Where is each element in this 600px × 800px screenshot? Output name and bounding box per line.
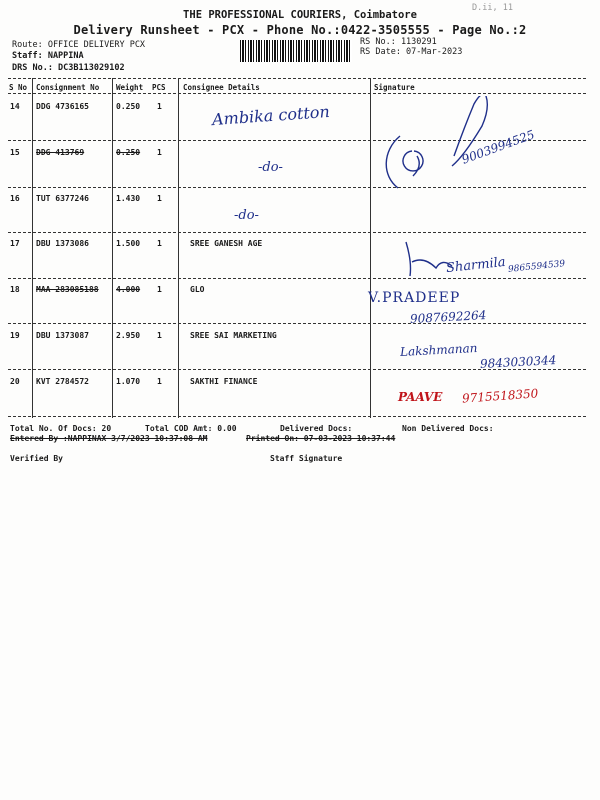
row-rule xyxy=(8,323,586,324)
handwritten-ditto: -do- xyxy=(258,160,283,175)
handwritten-phone: 9003994525 xyxy=(459,127,537,167)
row-weight: 0.250 xyxy=(116,102,141,111)
row-sno: 17 xyxy=(10,239,20,248)
row-rule xyxy=(8,278,586,279)
row-pcs: 1 xyxy=(157,239,162,248)
col-header-signature: Signature xyxy=(374,83,415,92)
row-weight: 1.070 xyxy=(116,377,141,386)
row-consignee: SREE GANESH AGE xyxy=(190,239,263,248)
staff-signature: Staff Signature xyxy=(270,454,343,463)
row-consignee: SREE SAI MARKETING xyxy=(190,331,277,340)
row-weight: 1.430 xyxy=(116,194,141,203)
handwritten-signature-name: PAAVE xyxy=(398,390,443,404)
row-pcs: 1 xyxy=(157,331,162,340)
handwritten-consignee: Ambika cotton xyxy=(211,101,331,130)
verified-by: Verified By xyxy=(10,454,63,463)
row-pcs: 1 xyxy=(157,285,162,294)
handwritten-phone: 9865594539 xyxy=(507,259,566,275)
rs-date: RS Date: 07-Mar-2023 xyxy=(360,47,463,57)
row-weight: 2.950 xyxy=(116,331,141,340)
drs-number: DRS No.: DC3B113029102 xyxy=(12,63,125,73)
row-sno: 14 xyxy=(10,102,20,111)
row-pcs: 1 xyxy=(157,102,162,111)
col-header-consignment: Consignment No xyxy=(36,83,100,92)
route-label: Route: OFFICE DELIVERY PCX xyxy=(12,40,146,50)
row-weight: 1.500 xyxy=(116,239,141,248)
row-sno: 18 xyxy=(10,285,20,294)
row-weight: 4.000 xyxy=(116,285,141,294)
signature-scribble xyxy=(398,232,458,282)
row-sno: 16 xyxy=(10,194,20,203)
row-sno: 19 xyxy=(10,331,20,340)
barcode-image xyxy=(240,40,352,62)
runsheet-subtitle: Delivery Runsheet - PCX - Phone No.:0422-3505555 - Page No.:2 xyxy=(73,23,527,37)
company-title: THE PROFESSIONAL COURIERS, Coimbatore xyxy=(183,9,417,21)
handwritten-signature-name: V.PRADEEP xyxy=(368,290,461,306)
handwritten-phone: 9087692264 xyxy=(409,308,487,326)
table-top-rule xyxy=(8,78,586,79)
staff-label: Staff: NAPPINA xyxy=(12,51,84,61)
col-header-pcs: PCS xyxy=(152,83,166,92)
row-sno: 15 xyxy=(10,148,20,157)
rs-number: RS No.: 1130291 xyxy=(360,37,437,47)
handwritten-phone: 9843030344 xyxy=(479,353,557,371)
row-consignment: MAA 283085188 xyxy=(36,285,99,294)
delivered-docs: Delivered Docs: xyxy=(280,424,353,433)
col-header-sno: S No xyxy=(9,83,28,92)
printed-on: Printed On: 07-03-2023 10:37:44 xyxy=(246,434,396,443)
handwritten-signature-name: Sharmila xyxy=(445,254,507,277)
row-consignment: DDG 4736165 xyxy=(36,102,89,111)
row-pcs: 1 xyxy=(157,148,162,157)
col-divider xyxy=(178,78,179,418)
col-divider xyxy=(370,78,371,418)
row-consignee: SAKTHI FINANCE xyxy=(190,377,258,386)
row-consignment: KVT 2784572 xyxy=(36,377,89,386)
handwritten-phone: 9715518350 xyxy=(461,386,539,406)
col-divider xyxy=(32,78,33,418)
total-cod: Total COD Amt: 0.00 xyxy=(145,424,237,433)
row-consignment: TUT 6377246 xyxy=(36,194,89,203)
total-docs: Total No. Of Docs: 20 xyxy=(10,424,112,433)
row-consignee: GLO xyxy=(190,285,205,294)
row-consignment: DBU 1373086 xyxy=(36,239,89,248)
col-header-consignee: Consignee Details xyxy=(183,83,260,92)
handwritten-ditto: -do- xyxy=(234,208,259,223)
handwritten-signature-name: Lakshmanan xyxy=(399,340,478,360)
row-sno: 20 xyxy=(10,377,20,386)
entered-by: Entered By :NAPPINAX 3/7/2023 10:37:08 AM xyxy=(10,434,208,443)
row-consignment: DBU 1373087 xyxy=(36,331,89,340)
row-pcs: 1 xyxy=(157,377,162,386)
col-divider xyxy=(112,78,113,418)
col-header-weight: Weight xyxy=(116,83,144,92)
row-weight: 0.250 xyxy=(116,148,141,157)
row-pcs: 1 xyxy=(157,194,162,203)
row-rule xyxy=(8,232,586,233)
corner-note: D.ii, 11 xyxy=(472,3,513,13)
signature-scribble xyxy=(372,96,572,196)
header-rule xyxy=(8,93,586,94)
row-consignment: DDG 413769 xyxy=(36,148,85,157)
table-bottom-rule xyxy=(8,416,586,417)
non-delivered-docs: Non Delivered Docs: xyxy=(402,424,494,433)
